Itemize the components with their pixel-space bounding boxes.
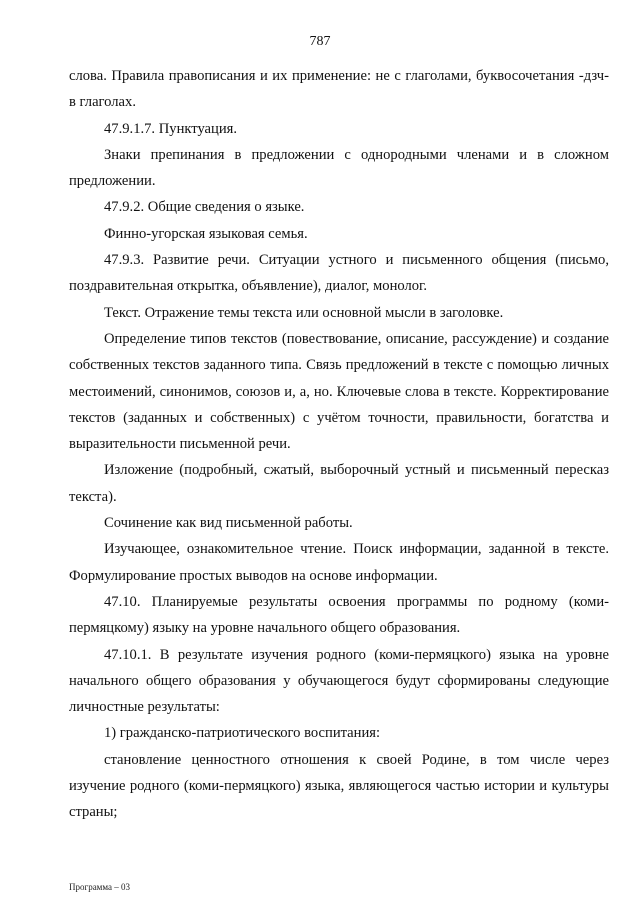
paragraph: Изучающее, ознакомительное чтение. Поиск информации, заданной в тексте. Формулирование простых выводов на основе информации.: [69, 541, 609, 584]
list-item: 1) гражданско-патриотического воспитания:: [104, 725, 381, 742]
paragraph: Сочинение как вид письменной работы.: [104, 515, 353, 532]
paragraph: Знаки препинания в предложении с однородными членами и в сложном предложении.: [69, 146, 609, 190]
paragraph: Изложение (подробный, сжатый, выборочный устный и письменный пересказ текста).: [69, 462, 609, 505]
page-footer: Программа – 03: [69, 882, 131, 892]
paragraph: Текст. Отражение темы текста или основной мысли в заголовке.: [104, 304, 504, 321]
paragraph: становление ценностного отношения к своей Родине, в том числе через изучение родного (коми-пермяцкого) языка, являющегося частью истории и культуры страны;: [69, 751, 609, 821]
section-heading: 47.10. Планируемые результаты освоения программы по родному (коми-пермяцкому) языку на уровне начального общего образования.: [69, 593, 609, 637]
paragraph: Финно-угорская языковая семья.: [104, 225, 308, 242]
section-heading: 47.10.1. В результате изучения родного (коми-пермяцкого) языка на уровне начального общего образования у обучающегося будут сформированы следующие личностные результаты:: [69, 646, 609, 716]
document-body: [69, 63, 609, 826]
paragraph: слова. Правила правописания и их применение: не с глаголами, буквосочетания -дзч- в глаголах.: [69, 68, 609, 111]
paragraph: Определение типов текстов (повествование, описание, рассуждение) и создание собственных текстов заданного типа. Связь предложений в тексте с помощью личных местоимений, синонимов, союзов и, а, но. Ключевые слова в тексте. Корректирование текстов (заданных и собственных) с учётом точности, правильности, богатства и выразительности письменной речи.: [69, 330, 609, 453]
section-heading: 47.9.1.7. Пунктуация.: [104, 120, 238, 137]
page-number: 787: [309, 34, 331, 49]
section-heading: 47.9.2. Общие сведения о языке.: [104, 199, 305, 216]
section-heading: 47.9.3. Развитие речи. Ситуации устного и письменного общения (письмо, поздравительная открытка, объявление), диалог, монолог.: [69, 252, 609, 295]
